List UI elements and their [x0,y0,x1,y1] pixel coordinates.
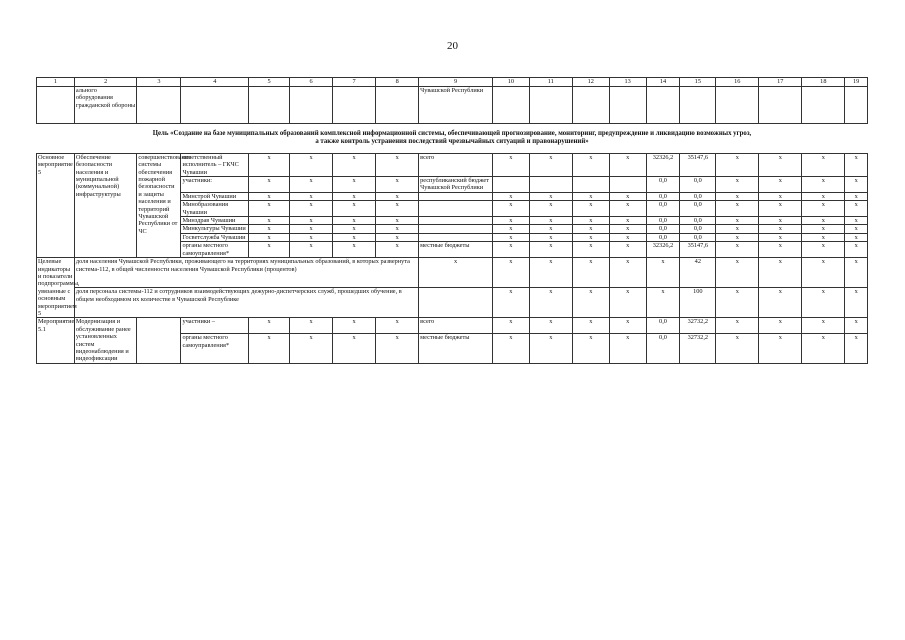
value-cell: x [492,233,529,241]
value-cell: x [716,192,759,200]
value-cell: x [529,242,572,258]
value-cell: x [529,192,572,200]
value-cell: 0,0 [646,201,680,217]
value-cell: x [759,242,802,258]
value-cell: x [609,233,646,241]
value-cell: 0,0 [646,233,680,241]
value-cell: x [572,233,609,241]
column-number-cell: 4 [181,78,249,87]
value-cell: x [845,288,868,318]
value-cell: x [290,217,333,225]
continuation-row [37,87,868,124]
value-cell: x [845,242,868,258]
executor-cell: Минздрав Чувашии [181,217,249,225]
value-cell: x [529,288,572,318]
value-cell: x [609,153,646,176]
value-cell: x [716,318,759,334]
value-cell: x [802,153,845,176]
table-cell [137,318,181,363]
value-cell: x [376,233,419,241]
column-number-cell: 8 [376,78,419,87]
value-cell: x [802,233,845,241]
value-cell: x [290,225,333,233]
funding-source-cell: местные бюджеты [419,334,493,364]
value-cell: x [492,242,529,258]
value-cell: x [802,217,845,225]
value-cell: x [802,334,845,364]
target-indicator-row [37,258,868,288]
measure-name: Модернизация и обслуживание ранее установленных систем видеонаблюдения и видеофиксации [74,318,137,363]
page-number: 20 [447,40,458,52]
value-cell: x [802,177,845,193]
value-cell: x [492,288,529,318]
table-cell [845,87,868,124]
value-cell: x [609,201,646,217]
value-cell: x [759,318,802,334]
column-number-row [37,78,868,87]
value-cell: x [376,177,419,193]
value-cell: 0,0 [646,225,680,233]
value-cell [492,177,529,193]
value-cell: x [716,288,759,318]
column-number-cell: 15 [680,78,716,87]
measure-title: Мероприятие 5.1 [37,318,75,363]
column-number-cell: 16 [716,78,759,87]
measure-title: Основное мероприятие 5 [37,153,75,257]
column-number-cell: 18 [802,78,845,87]
value-cell: x [290,153,333,176]
funding-source-cell [419,217,493,225]
measure-5-1-row [37,318,868,334]
value-cell: x [572,217,609,225]
value-cell: x [759,192,802,200]
value-cell: x [492,225,529,233]
value-cell: x [376,153,419,176]
value-cell: x [249,334,290,364]
indicator-text: доля населения Чувашской Республики, проживающего на территориях муниципальных образований, в которых развернута система-112, в общей численности населения Чувашской Республики (процентов) [74,258,418,288]
value-cell: x [572,288,609,318]
value-cell: x [716,233,759,241]
value-cell: x [572,334,609,364]
value-cell: x [572,192,609,200]
funding-source-cell [419,233,493,241]
value-cell: x [290,177,333,193]
value-cell: 0,0 [680,217,716,225]
value-cell: 0,0 [646,217,680,225]
value-cell: x [333,192,376,200]
value-cell: x [376,318,419,334]
value-cell: x [716,242,759,258]
column-number-cell: 2 [74,78,137,87]
value-cell: x [376,225,419,233]
value-cell: x [333,217,376,225]
value-cell: 0,0 [680,225,716,233]
value-cell: x [716,217,759,225]
table-cell [290,87,333,124]
executor-cell: органы местного самоуправления* [181,334,249,364]
value-cell: x [845,334,868,364]
executor-cell: участники – [181,318,249,334]
value-cell: x [759,288,802,318]
value-cell: x [716,153,759,176]
value-cell: x [802,288,845,318]
value-cell: x [529,318,572,334]
value-cell: x [529,153,572,176]
column-number-cell: 9 [419,78,493,87]
value-cell: x [609,334,646,364]
value-cell: x [376,201,419,217]
value-cell: x [609,318,646,334]
value-cell: 100 [680,288,716,318]
value-cell: x [759,334,802,364]
table-cell [759,87,802,124]
value-cell: x [290,334,333,364]
value-cell: x [802,242,845,258]
value-cell: x [529,217,572,225]
value-cell: 0,0 [646,334,680,364]
value-cell: x [609,192,646,200]
value-cell: x [529,258,572,288]
funding-source-cell: местные бюджеты [419,242,493,258]
table-cell [492,87,529,124]
value-cell: x [716,201,759,217]
column-number-cell: 7 [333,78,376,87]
value-cell: 35147,6 [680,153,716,176]
value-cell: x [759,233,802,241]
value-cell: x [290,192,333,200]
table-cell [376,87,419,124]
value-cell: x [609,217,646,225]
value-cell: x [845,153,868,176]
value-cell: x [845,177,868,193]
value-cell: x [609,225,646,233]
value-cell: x [759,258,802,288]
value-cell: x [290,233,333,241]
value-cell: x [376,334,419,364]
table-cell [37,87,75,124]
column-number-cell: 6 [290,78,333,87]
value-cell: x [376,192,419,200]
value-cell: x [802,318,845,334]
measure-5-row [37,153,868,176]
column-number-cell: 12 [572,78,609,87]
value-cell: 0,0 [680,201,716,217]
value-cell: x [759,225,802,233]
value-cell: x [290,318,333,334]
value-cell: x [609,242,646,258]
value-cell: x [529,334,572,364]
value-cell: x [492,153,529,176]
value-cell: x [249,217,290,225]
value-cell: 32326,2 [646,242,680,258]
measure-name: Обеспечение безопасности населения и муниципальной (коммунальной) инфраструктуры [74,153,137,257]
value-cell: x [376,242,419,258]
table-cell [529,87,572,124]
value-cell: x [716,258,759,288]
executor-cell: Минобразования Чувашии [181,201,249,217]
value-cell: x [492,201,529,217]
value-cell: x [716,177,759,193]
value-cell: x [572,258,609,288]
indicator-text: доля персонала системы-112 и сотрудников взаимодействующих дежурно-диспетчерских служб, прошедших обучение, в общем необходимом их количестве в Чувашской Республике [74,288,418,318]
funding-source-cell: всего [419,153,493,176]
value-cell: x [376,217,419,225]
executor-cell: ответственный исполнитель – ГКЧС Чувашии [181,153,249,176]
table-cell [181,87,249,124]
funding-source-cell: республиканский бюджет Чувашской Республики [419,177,493,193]
target-indicator-row [37,288,868,318]
value-cell: x [646,288,680,318]
table-cell [333,87,376,124]
value-cell: x [845,258,868,288]
value-cell: x [759,177,802,193]
value-cell: x [609,288,646,318]
value-cell: x [249,233,290,241]
column-number-cell: 11 [529,78,572,87]
value-cell: x [333,334,376,364]
column-number-cell: 10 [492,78,529,87]
value-cell: x [249,192,290,200]
value-cell: 32326,2 [646,153,680,176]
value-cell: x [716,225,759,233]
value-cell: x [249,242,290,258]
value-cell [419,288,493,318]
value-cell: 32732,2 [680,318,716,334]
value-cell: 32732,2 [680,334,716,364]
value-cell: x [492,258,529,288]
program-table [36,77,868,364]
value-cell: x [529,225,572,233]
executor-cell: Госветслужба Чувашии [181,233,249,241]
column-number-cell: 5 [249,78,290,87]
column-number-cell: 19 [845,78,868,87]
value-cell: x [716,334,759,364]
value-cell: x [845,225,868,233]
table-cell [572,87,609,124]
funding-source-cell: всего [419,318,493,334]
value-cell: x [529,233,572,241]
value-cell: x [492,334,529,364]
value-cell: x [419,258,493,288]
value-cell [529,177,572,193]
value-cell [572,177,609,193]
continued-source-text: Чувашской Республики [419,87,493,124]
value-cell: 35147,6 [680,242,716,258]
target-title: Целевые индикаторы и показатели подпрограммы, увязанные с основным мероприятием 5 [38,258,80,317]
value-cell: x [759,217,802,225]
table-cell [802,87,845,124]
value-cell: 0,0 [646,318,680,334]
measure-goal: совершенствование системы обеспечения пожарной безопасности и защиты населения и территорий Чувашской Республики от ЧС [137,153,181,257]
funding-source-cell [419,225,493,233]
column-number-cell: 17 [759,78,802,87]
value-cell: x [609,258,646,288]
value-cell: x [492,192,529,200]
table-cell [716,87,759,124]
executor-cell: Минкультуры Чувашии [181,225,249,233]
value-cell: x [249,177,290,193]
value-cell: x [802,192,845,200]
value-cell: x [492,217,529,225]
table-cell [646,87,680,124]
executor-cell: органы местного самоуправления* [181,242,249,258]
funding-source-cell [419,201,493,217]
value-cell: x [333,153,376,176]
goal-text [37,124,868,154]
value-cell: x [333,201,376,217]
value-cell: x [333,233,376,241]
value-cell: x [249,153,290,176]
value-cell: x [845,233,868,241]
table-cell [609,87,646,124]
value-cell: x [572,318,609,334]
value-cell: x [572,225,609,233]
value-cell: x [802,225,845,233]
table-cell [249,87,290,124]
value-cell: x [572,242,609,258]
executor-cell: участники: [181,177,249,193]
value-cell: x [572,201,609,217]
value-cell: x [845,201,868,217]
value-cell: x [290,201,333,217]
value-cell: x [249,201,290,217]
value-cell: 42 [680,258,716,288]
column-number-cell: 14 [646,78,680,87]
value-cell: x [290,242,333,258]
value-cell: 0,0 [680,233,716,241]
value-cell: x [646,258,680,288]
continued-measure-text: ального оборудования гражданской обороны [74,87,137,124]
value-cell: x [333,177,376,193]
goal-line: Цель «Создание на базе муниципальных образований комплексной информационной системы, обеспечивающей прогнозирование, мониторинг, предупреждение и ликвидацию возможных угроз, [152,130,752,137]
value-cell: x [802,201,845,217]
value-cell: x [333,242,376,258]
value-cell: x [845,192,868,200]
value-cell: 0,0 [646,192,680,200]
value-cell: x [529,201,572,217]
value-cell: x [249,225,290,233]
value-cell: x [802,258,845,288]
column-number-cell: 3 [137,78,181,87]
goal-row [37,124,868,154]
goal-line: а также контроль устранения последствий чрезвычайных ситуаций и правонарушений» [315,138,589,146]
column-number-cell: 1 [37,78,75,87]
value-cell: x [333,225,376,233]
table-cell [137,87,181,124]
table-cell [680,87,716,124]
value-cell: x [249,318,290,334]
value-cell: x [845,217,868,225]
value-cell: x [492,318,529,334]
funding-source-cell [419,192,493,200]
value-cell: 0,0 [680,177,716,193]
value-cell: 0,0 [680,192,716,200]
value-cell: x [759,153,802,176]
column-number-cell: 13 [609,78,646,87]
value-cell: x [759,201,802,217]
executor-cell: Минстрой Чувашии [181,192,249,200]
value-cell: x [845,318,868,334]
value-cell: 0,0 [646,177,680,193]
value-cell [609,177,646,193]
value-cell: x [572,153,609,176]
value-cell: x [333,318,376,334]
